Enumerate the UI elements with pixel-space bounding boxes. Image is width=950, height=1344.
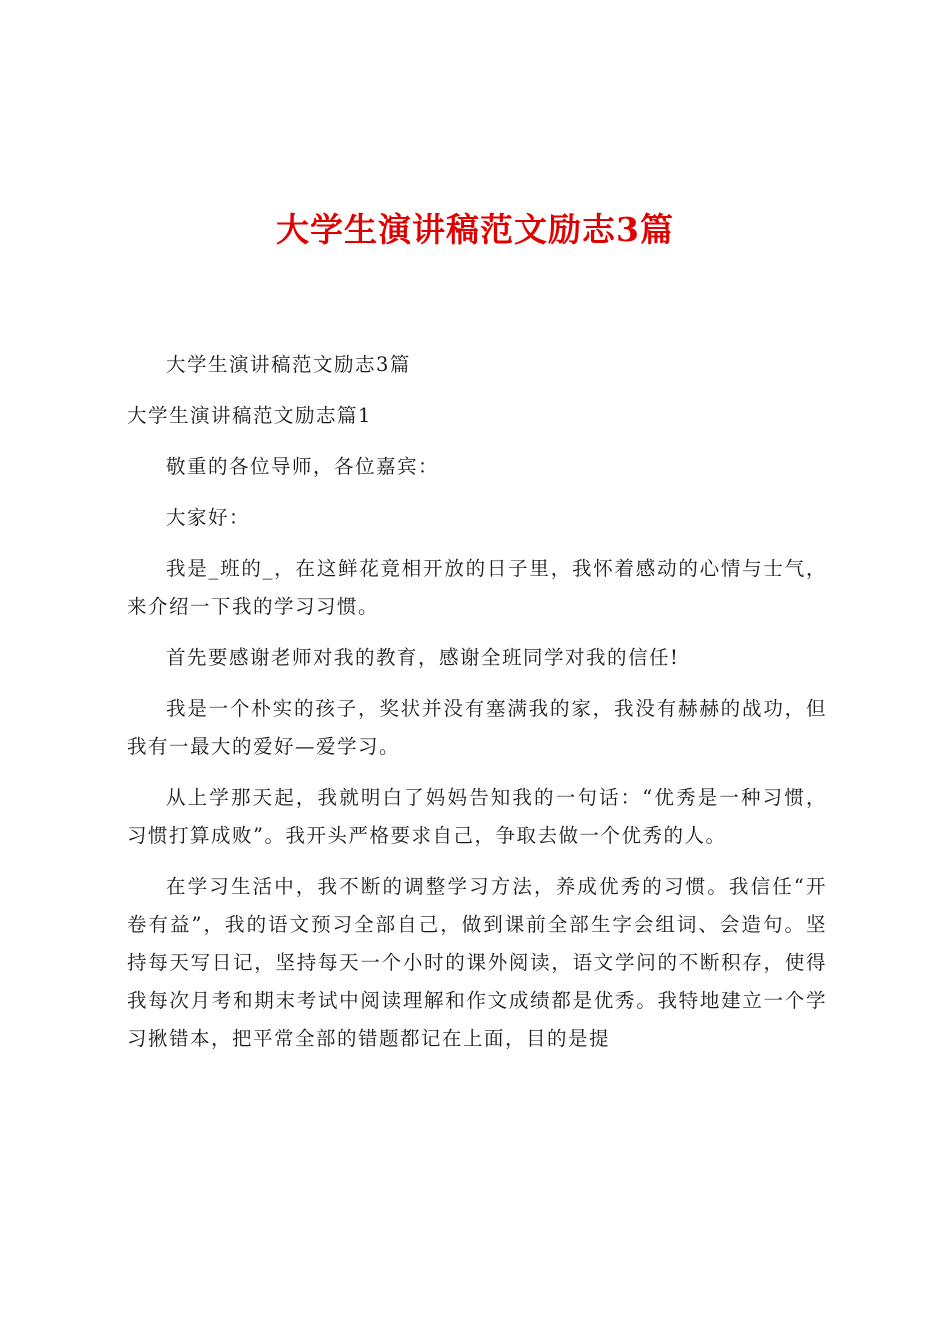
section-heading: 大学生演讲稿范文励志篇1 bbox=[127, 404, 372, 427]
body-paragraph: 从上学那天起，我就明白了妈妈告知我的一句话：“优秀是一种习惯，习惯打算成败”。我开头严格要求自己，争取去做一个优秀的人。 bbox=[127, 786, 827, 847]
body-paragraph: 我是一个朴实的孩子，奖状并没有塞满我的家，我没有赫赫的战功，但我有一最大的爱好—爱学习。 bbox=[127, 697, 827, 758]
document-body bbox=[127, 346, 827, 1058]
document-title: 大学生演讲稿范文励志3篇 bbox=[276, 210, 674, 249]
body-paragraph: 我是_班的_，在这鲜花竟相开放的日子里，我怀着感动的心情与士气，来介绍一下我的学习习惯。 bbox=[127, 557, 827, 618]
salutation-paragraph: 敬重的各位导师，各位嘉宾： bbox=[166, 455, 440, 478]
body-paragraph: 在学习生活中，我不断的调整学习方法，养成优秀的习惯。我信任“开卷有益”，我的语文预习全部自己，做到课前全部生字会组词、会造句。坚持每天写日记，坚持每天一个小时的课外阅读，语文学问的不断积存，使得我每次月考和期末考试中阅读理解和作文成绩都是优秀。我特地建立一个学习揪错本，把平常全部的错题都记在上面，目的是提 bbox=[127, 875, 827, 1050]
body-paragraph: 首先要感谢老师对我的教育，感谢全班同学对我的信任! bbox=[166, 646, 680, 669]
greeting-paragraph: 大家好： bbox=[166, 506, 251, 529]
subtitle-paragraph: 大学生演讲稿范文励志3篇 bbox=[166, 353, 411, 376]
